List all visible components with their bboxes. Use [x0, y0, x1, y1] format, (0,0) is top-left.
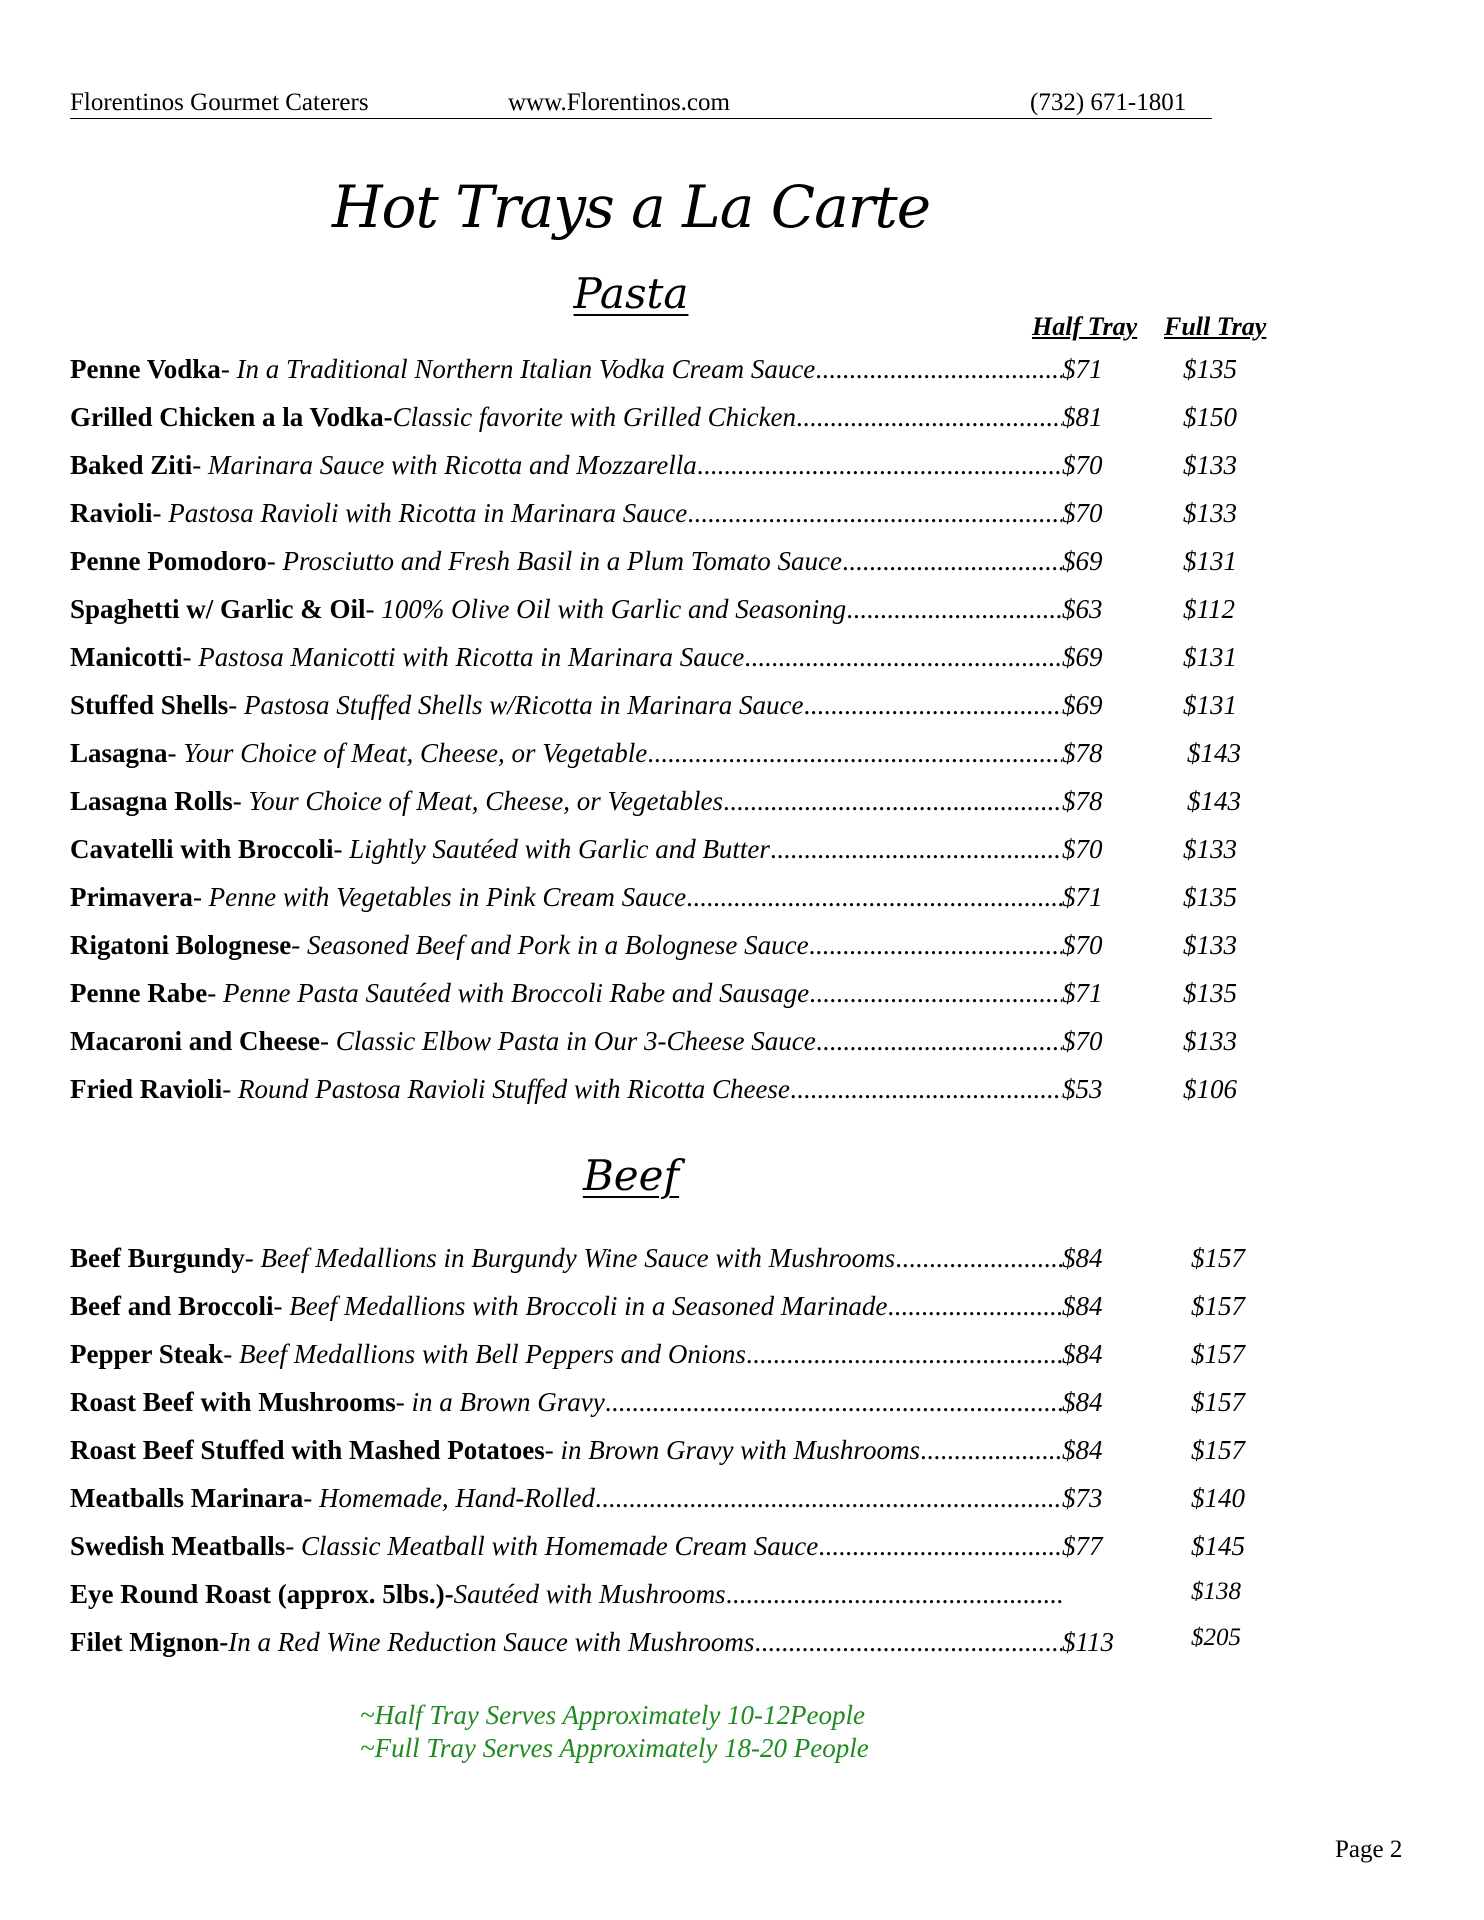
full-tray-price: $138: [1191, 1578, 1241, 1605]
item-description: - Penne with Vegetables in Pink Cream Sauce: [192, 882, 687, 912]
item-name: Fried Ravioli: [70, 1074, 223, 1104]
full-tray-price: $131: [1183, 690, 1237, 720]
full-tray-price: $131: [1183, 546, 1237, 576]
half-tray-price: $113: [1062, 1627, 1114, 1657]
item-description: - Classic Elbow Pasta in Our 3-Cheese Sauce: [320, 1026, 816, 1056]
item-description: - Seasoned Beef and Pork in a Bolognese Sauce: [291, 930, 809, 960]
full-tray-price: $157: [1191, 1243, 1245, 1273]
item-name: Penne Vodka: [70, 354, 221, 384]
full-tray-price: $157: [1191, 1339, 1245, 1369]
half-tray-price: $73: [1062, 1483, 1103, 1513]
item-name: Manicotti: [70, 642, 183, 672]
company-name: Florentinos Gourmet Caterers: [70, 89, 369, 116]
half-tray-price: $69: [1062, 690, 1103, 720]
page-header: [70, 88, 1212, 119]
dot-leader: [754, 1624, 1062, 1660]
full-tray-price: $112: [1183, 594, 1235, 624]
half-tray-price: $53: [1062, 1074, 1103, 1104]
item-name: Swedish Meatballs: [70, 1531, 286, 1561]
page-number: Page 2: [1335, 1836, 1403, 1863]
full-tray-column-header: Full Tray: [1164, 312, 1267, 341]
full-tray-price: $135: [1183, 882, 1237, 912]
full-tray-price: $133: [1183, 834, 1237, 864]
item-name: Beef Burgundy: [70, 1243, 245, 1273]
beef-section-title: Beef: [582, 1151, 680, 1200]
dot-leader: [595, 1480, 1062, 1516]
full-tray-price: $143: [1187, 738, 1241, 768]
half-tray-price: $70: [1062, 930, 1103, 960]
full-tray-price: $133: [1183, 450, 1237, 480]
half-tray-price: $78: [1062, 738, 1103, 768]
item-name: Primavera: [70, 882, 193, 912]
dot-leader: [796, 399, 1062, 435]
dot-leader: [815, 351, 1062, 387]
item-description: Classic favorite with Grilled Chicken: [392, 402, 797, 432]
full-tray-price: $205: [1191, 1624, 1241, 1651]
full-tray-price: $140: [1191, 1483, 1245, 1513]
item-description: - in Brown Gravy with Mushrooms: [544, 1435, 920, 1465]
full-tray-price: $145: [1191, 1531, 1245, 1561]
item-description: - Marinara Sauce with Ricotta and Mozzarella: [192, 450, 697, 480]
item-description: - 100% Olive Oil with Garlic and Seasoning: [365, 594, 847, 624]
dot-leader: [770, 831, 1062, 867]
item-description: - Pastosa Stuffed Shells w/Ricotta in Marinara Sauce: [228, 690, 804, 720]
dot-leader: [723, 783, 1062, 819]
half-tray-price: $70: [1062, 450, 1103, 480]
item-name: Penne Pomodoro: [70, 546, 267, 576]
item-name: Roast Beef Stuffed with Mashed Potatoes: [70, 1435, 545, 1465]
half-tray-column-header: Half Tray: [1032, 312, 1138, 341]
full-tray-price: $143: [1187, 786, 1241, 816]
full-tray-price: $106: [1183, 1074, 1237, 1104]
item-name: Roast Beef with Mushrooms: [70, 1387, 396, 1417]
dot-leader: [804, 687, 1063, 723]
item-description: - Homemade, Hand-Rolled: [303, 1483, 595, 1513]
item-name: Filet Mignon-: [70, 1627, 229, 1657]
item-name: Spaghetti w/ Garlic & Oil: [70, 594, 366, 624]
half-tray-price: $84: [1062, 1243, 1103, 1273]
full-tray-serving-note: ~Full Tray Serves Approximately 18-20 People: [360, 1733, 869, 1763]
dot-leader: [697, 447, 1062, 483]
item-name: Pepper Steak: [70, 1339, 224, 1369]
half-tray-price: $78: [1062, 786, 1103, 816]
item-name: Eye Round Roast (approx. 5lbs.)-: [70, 1579, 454, 1609]
dot-leader: [605, 1384, 1062, 1420]
half-tray-price: $69: [1062, 642, 1103, 672]
item-name: Stuffed Shells: [70, 690, 229, 720]
dot-leader: [816, 1023, 1062, 1059]
full-tray-price: $133: [1183, 1026, 1237, 1056]
item-description: - Your Choice of Meat, Cheese, or Vegetables: [232, 786, 723, 816]
half-tray-price: $70: [1062, 1026, 1103, 1056]
item-name: Cavatelli with Broccoli: [70, 834, 334, 864]
dot-leader: [809, 975, 1062, 1011]
half-tray-price: $77: [1062, 1531, 1103, 1561]
dot-leader: [746, 1336, 1062, 1372]
dot-leader: [686, 879, 1062, 915]
dot-leader: [744, 639, 1062, 675]
item-name: Baked Ziti: [70, 450, 193, 480]
item-name: Meatballs Marinara: [70, 1483, 304, 1513]
phone-number: (732) 671-1801: [1030, 89, 1187, 116]
dot-leader: [790, 1071, 1062, 1107]
full-tray-price: $133: [1183, 930, 1237, 960]
dot-leader: [647, 735, 1062, 771]
item-description: - Classic Meatball with Homemade Cream Sauce: [285, 1531, 819, 1561]
half-tray-price: $63: [1062, 594, 1103, 624]
item-name: Lasagna: [70, 738, 168, 768]
dot-leader: [920, 1432, 1062, 1468]
item-description: - Beef Medallions with Bell Peppers and Onions: [223, 1339, 746, 1369]
full-tray-price: $135: [1183, 354, 1237, 384]
item-name: Macaroni and Cheese: [70, 1026, 320, 1056]
full-tray-price: $157: [1191, 1435, 1245, 1465]
item-name: Beef and Broccoli: [70, 1291, 274, 1321]
full-tray-price: $150: [1183, 402, 1237, 432]
half-tray-price: $70: [1062, 834, 1103, 864]
full-tray-price: $135: [1183, 978, 1237, 1008]
item-description: - Prosciutto and Fresh Basil in a Plum Tomato Sauce: [266, 546, 842, 576]
dot-leader: [818, 1528, 1062, 1564]
item-description: - Pastosa Ravioli with Ricotta in Marinara Sauce: [152, 498, 688, 528]
half-tray-price: $84: [1062, 1435, 1103, 1465]
page-title: Hot Trays a La Carte: [331, 173, 931, 241]
half-tray-price: $84: [1062, 1291, 1103, 1321]
item-description: - Your Choice of Meat, Cheese, or Vegetable: [167, 738, 648, 768]
item-description: - Penne Pasta Sautéed with Broccoli Rabe and Sausage: [207, 978, 810, 1008]
half-tray-price: $71: [1062, 882, 1103, 912]
item-description: - In a Traditional Northern Italian Vodka Cream Sauce: [220, 354, 816, 384]
half-tray-serving-note: ~Half Tray Serves Approximately 10-12People: [360, 1700, 866, 1730]
item-description: - Pastosa Manicotti with Ricotta in Marinara Sauce: [182, 642, 745, 672]
full-tray-price: $157: [1191, 1387, 1245, 1417]
item-description: Sautéed with Mushrooms: [453, 1579, 726, 1609]
half-tray-price: $84: [1062, 1387, 1103, 1417]
full-tray-price: $133: [1183, 498, 1237, 528]
dot-leader: [809, 927, 1062, 963]
pasta-section-title: Pasta: [573, 269, 689, 318]
dot-leader: [895, 1240, 1062, 1276]
half-tray-price: $84: [1062, 1339, 1103, 1369]
item-description: - in a Brown Gravy: [395, 1387, 605, 1417]
half-tray-price: $71: [1062, 354, 1103, 384]
item-name: Rigatoni Bolognese: [70, 930, 292, 960]
item-description: - Lightly Sautéed with Garlic and Butter: [333, 834, 770, 864]
dot-leader: [687, 495, 1062, 531]
half-tray-price: $70: [1062, 498, 1103, 528]
full-tray-price: $131: [1183, 642, 1237, 672]
website-link[interactable]: www.Florentinos.com: [508, 89, 730, 116]
item-description: - Round Pastosa Ravioli Stuffed with Ricotta Cheese: [222, 1074, 790, 1104]
dot-leader: [887, 1288, 1062, 1324]
item-description: - Beef Medallions in Burgundy Wine Sauce with Mushrooms: [244, 1243, 896, 1273]
half-tray-price: $69: [1062, 546, 1103, 576]
item-name: Grilled Chicken a la Vodka-: [70, 402, 393, 432]
full-tray-price: $157: [1191, 1291, 1245, 1321]
dot-leader: [842, 543, 1062, 579]
half-tray-price: $81: [1062, 402, 1103, 432]
dot-leader: [726, 1576, 1062, 1612]
item-name: Ravioli: [70, 498, 153, 528]
half-tray-price: $71: [1062, 978, 1103, 1008]
item-description: In a Red Wine Reduction Sauce with Mushrooms: [228, 1627, 755, 1657]
item-name: Lasagna Rolls: [70, 786, 233, 816]
item-name: Penne Rabe: [70, 978, 208, 1008]
dot-leader: [846, 591, 1062, 627]
item-description: - Beef Medallions with Broccoli in a Seasoned Marinade: [273, 1291, 888, 1321]
